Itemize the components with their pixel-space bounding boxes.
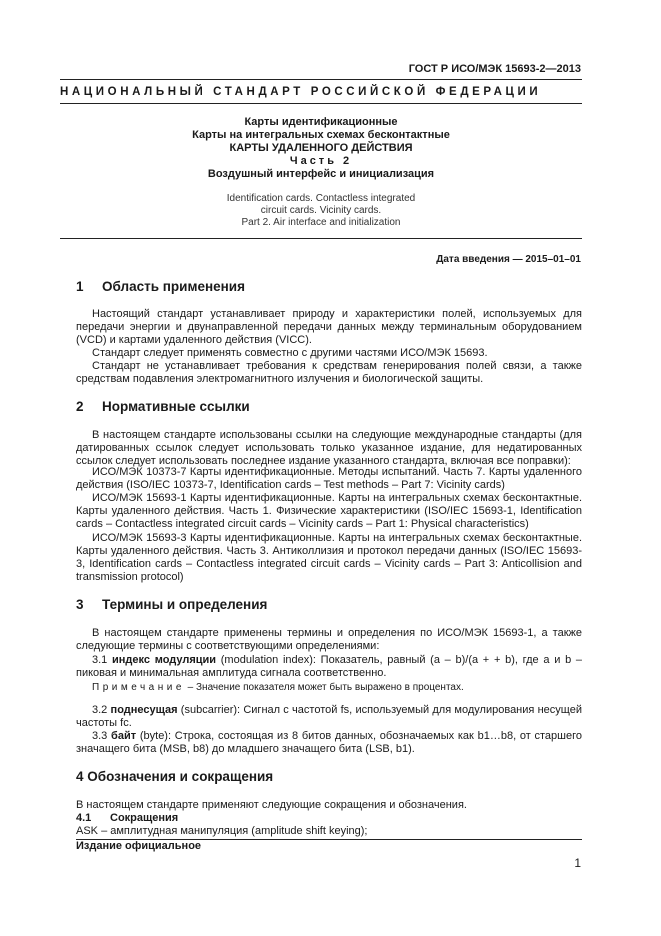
section-4-paragraph-1: В настоящем стандарте применяют следующие сокращения и обозначения. [76,799,467,811]
header-rule [60,103,582,104]
title-ru-3: КАРТЫ УДАЛЕННОГО ДЕЙСТВИЯ [229,142,413,154]
title-en-1: Identification cards. Contactless integrated [226,193,416,204]
standard-code: ГОСТ Р ИСО/МЭК 15693-2—2013 [408,63,581,75]
term-3-1 [76,654,582,680]
section-3-number: 3 [76,597,84,612]
title-ru-2: Карты на интегральных схемах бесконтактные [192,129,450,141]
title-ru-subtitle: Воздушный интерфейс и инициализация [207,168,435,180]
term-3-1-number: 3.1 [92,654,108,666]
term-3-3 [76,730,582,756]
top-rule [60,79,582,80]
official-edition-label: Издание официальное [76,840,202,852]
term-3-2-number: 3.2 [92,704,108,716]
title-ru-1: Карты идентификационные [244,116,398,128]
title-ru-part: Часть 2 [289,155,353,167]
reference-iso-15693-3: ИСО/МЭК 15693-3 Карты идентификационные. Карты на интегральных схемах бесконтактные. Карты удаленного действия. Часть 3. Антиколлизия и протокол передачи данных (ISO/IEC 15693-3, Identification cards – Contactless integrated circuit cards – Vicinity cards – Part 3: Anticollision and transmission protocol) [76,532,582,583]
term-3-3-number: 3.3 [92,730,108,742]
section-1-title: Область применения [102,279,245,294]
section-2-number: 2 [76,399,84,414]
section-1-number: 1 [76,279,84,294]
term-3-2-name: поднесущая [110,704,178,716]
section-2-paragraph-1: В настоящем стандарте использованы ссылки на следующие международные стандарты (для датированных ссылок следует использовать только указанное издание, для недатированных ссылок следует использовать последнее издание указанного стандарта, включая все поправки): [76,429,582,467]
subsection-4-1-title: Сокращения [110,812,179,824]
title-rule [60,238,582,239]
section-3-title: Термины и определения [102,597,268,612]
section-2-title: Нормативные ссылки [102,399,250,414]
reference-iso-15693-1: ИСО/МЭК 15693-1 Карты идентификационные. Карты на интегральных схемах бесконтактные. Карты удаленного действия. Часть 1. Физические характеристики (ISO/IEC 15693-1, Identification cards – Contactless integrated circuit cards – Vicinity cards – Part 1: Physical characteristics) [76,492,582,530]
page-number: 1 [574,856,581,870]
note-text: – Значение показателя может быть выражено в процентах. [184,682,464,693]
term-3-1-name: индекс модуляции [112,654,217,666]
introduction-date: Дата введения — 2015–01–01 [436,254,581,265]
section-3-paragraph-1: В настоящем стандарте применены термины и определения по ИСО/МЭК 15693-1, а также следующие термины с соответствующими определениями: [76,627,582,652]
title-en-2: circuit cards. Vicinity cards. [260,205,382,216]
note-label: Примечание [92,682,185,693]
national-standard-line: НАЦИОНАЛЬНЫЙ СТАНДАРТ РОССИЙСКОЙ ФЕДЕРАЦИИ [60,86,542,98]
section-1-paragraph-2: Стандарт следует применять совместно с другими частями ИСО/МЭК 15693. [92,347,488,359]
term-3-3-name: байт [111,730,137,742]
subsection-4-1-number: 4.1 [76,812,92,824]
abbreviation-ask: ASK – амплитудная манипуляция (amplitude shift keying); [76,825,368,837]
term-3-2 [76,704,582,730]
note-3-1 [76,681,582,694]
section-1-paragraph-1: Настоящий стандарт устанавливает природу и характеристики полей, используемых для передачи энергии и двунаправленной передачи данных между терминальным оборудованием (VCD) и картами удаленного действия (VICC). [76,308,582,346]
title-en-3: Part 2. Air interface and initialization [241,217,401,228]
section-4-heading: 4 Обозначения и сокращения [76,769,274,784]
section-1-paragraph-3: Стандарт не устанавливает требования к средствам генерирования полей связи, а также средствам подавления электромагнитного излучения и биологической защиты. [76,360,582,385]
term-3-1-definition: (modulation index): Показатель, равный (a – b)/(a + + b), где a и b – пиковая и минимальная амплитуда сигнала соответственно. [76,654,583,679]
term-3-2-definition: (subcarrier): Сигнал с частотой fs, используемый для модулирования несущей частоты fc. [76,704,582,729]
term-3-3-definition: (byte): Строка, состоящая из 8 битов данных, обозначаемых как b1…b8, от старшего значащего бита (MSB, b8) до младшего значащего бита (LSB, b1). [76,730,582,755]
subsection-4-1 [76,812,582,825]
reference-iso-10373-7: ИСО/МЭК 10373-7 Карты идентификационные. Методы испытаний. Часть 7. Карты удаленного действия (ISO/IEC 10373-7, Identification cards – Test methods – Part 7: Vicinity cards) [76,466,582,491]
